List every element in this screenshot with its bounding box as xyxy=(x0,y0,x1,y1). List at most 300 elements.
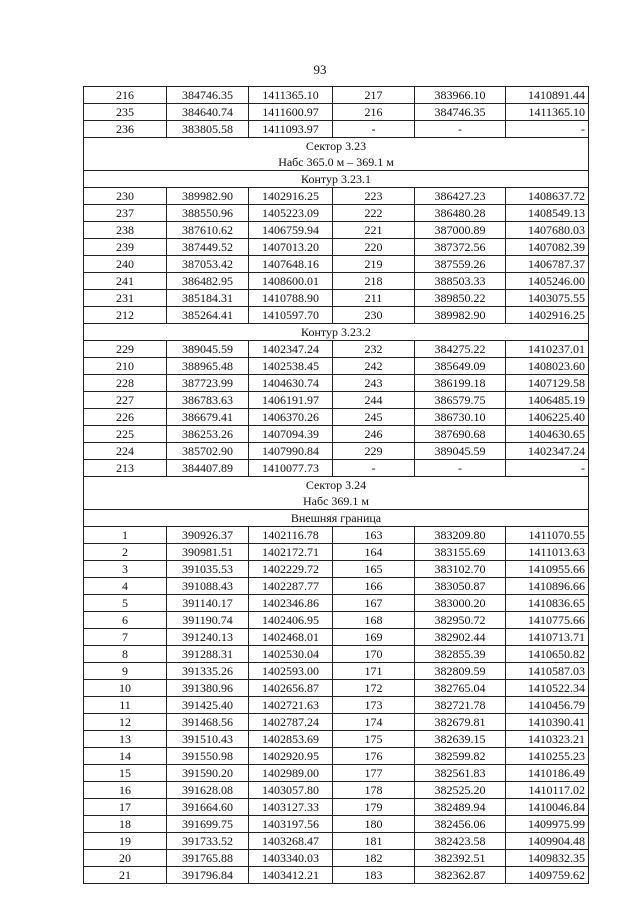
section-title: Контур 3.23.2 xyxy=(301,325,371,339)
y-coordinate-cell: 1402593.00 xyxy=(249,663,333,680)
y-coordinate-cell: 1402347.24 xyxy=(506,443,589,460)
point-number-cell: 10 xyxy=(84,680,167,697)
point-number-cell: 245 xyxy=(333,409,415,426)
y-coordinate-cell: 1409904.48 xyxy=(506,833,589,850)
table-row xyxy=(84,121,589,138)
y-coordinate-cell: 1403268.47 xyxy=(249,833,333,850)
point-number-cell: 216 xyxy=(84,87,167,104)
x-coordinate-cell: 389982.90 xyxy=(415,307,506,324)
point-number-cell: 166 xyxy=(333,578,415,595)
x-coordinate-cell: 391288.31 xyxy=(167,646,249,663)
point-number-cell: 18 xyxy=(84,816,167,833)
table-row xyxy=(84,188,589,205)
point-number-cell: 13 xyxy=(84,731,167,748)
x-coordinate-cell: 391796.84 xyxy=(167,867,249,884)
table-row xyxy=(84,205,589,222)
x-coordinate-cell: 382902.44 xyxy=(415,629,506,646)
point-number-cell: 16 xyxy=(84,782,167,799)
table-row xyxy=(84,87,589,104)
x-coordinate-cell: 386579.75 xyxy=(415,392,506,409)
x-coordinate-cell: 385649.09 xyxy=(415,358,506,375)
point-number-cell: 172 xyxy=(333,680,415,697)
section-header-cell xyxy=(84,477,589,510)
table-row xyxy=(84,544,589,561)
y-coordinate-cell: 1406485.19 xyxy=(506,392,589,409)
table-row xyxy=(84,850,589,867)
section-header-row xyxy=(84,171,589,188)
y-coordinate-cell: 1410650.82 xyxy=(506,646,589,663)
x-coordinate-cell: 389045.59 xyxy=(167,341,249,358)
point-number-cell: 174 xyxy=(333,714,415,731)
point-number-cell: 236 xyxy=(84,121,167,138)
table-row xyxy=(84,646,589,663)
x-coordinate-cell: 386427.23 xyxy=(415,188,506,205)
x-coordinate-cell: 387610.62 xyxy=(167,222,249,239)
section-title: Сектор 3.24 xyxy=(305,478,367,492)
table-row xyxy=(84,782,589,799)
x-coordinate-cell: 391140.17 xyxy=(167,595,249,612)
y-coordinate-cell: 1402916.25 xyxy=(506,307,589,324)
section-title: Внешняя граница xyxy=(290,511,382,525)
y-coordinate-cell: 1405223.09 xyxy=(249,205,333,222)
point-number-cell: 237 xyxy=(84,205,167,222)
table-row xyxy=(84,392,589,409)
section-header-row xyxy=(84,477,589,510)
x-coordinate-cell: 391733.52 xyxy=(167,833,249,850)
y-coordinate-cell: 1411093.97 xyxy=(249,121,333,138)
table-row xyxy=(84,612,589,629)
point-number-cell: 211 xyxy=(333,290,415,307)
point-number-cell: 175 xyxy=(333,731,415,748)
table-row xyxy=(84,239,589,256)
point-number-cell: 235 xyxy=(84,104,167,121)
point-number-cell: 240 xyxy=(84,256,167,273)
table-row xyxy=(84,731,589,748)
x-coordinate-cell: - xyxy=(415,121,506,138)
x-coordinate-cell: 387000.89 xyxy=(415,222,506,239)
x-coordinate-cell: 382423.58 xyxy=(415,833,506,850)
x-coordinate-cell: 389045.59 xyxy=(415,443,506,460)
point-number-cell: 181 xyxy=(333,833,415,850)
y-coordinate-cell: 1408549.13 xyxy=(506,205,589,222)
y-coordinate-cell: 1403127.33 xyxy=(249,799,333,816)
table-row xyxy=(84,426,589,443)
table-row xyxy=(84,697,589,714)
y-coordinate-cell: 1406191.97 xyxy=(249,392,333,409)
y-coordinate-cell: 1406370.26 xyxy=(249,409,333,426)
x-coordinate-cell: 383209.80 xyxy=(415,527,506,544)
point-number-cell: 6 xyxy=(84,612,167,629)
x-coordinate-cell: 386253.26 xyxy=(167,426,249,443)
point-number-cell: 12 xyxy=(84,714,167,731)
y-coordinate-cell: 1403412.21 xyxy=(249,867,333,884)
point-number-cell: 180 xyxy=(333,816,415,833)
x-coordinate-cell: 382362.87 xyxy=(415,867,506,884)
point-number-cell: 241 xyxy=(84,273,167,290)
point-number-cell: 17 xyxy=(84,799,167,816)
x-coordinate-cell: 391510.43 xyxy=(167,731,249,748)
y-coordinate-cell: 1410077.73 xyxy=(249,460,333,477)
y-coordinate-cell: 1403075.55 xyxy=(506,290,589,307)
point-number-cell: 242 xyxy=(333,358,415,375)
x-coordinate-cell: 388965.48 xyxy=(167,358,249,375)
y-coordinate-cell: 1407094.39 xyxy=(249,426,333,443)
x-coordinate-cell: 389982.90 xyxy=(167,188,249,205)
y-coordinate-cell: 1402920.95 xyxy=(249,748,333,765)
point-number-cell: 14 xyxy=(84,748,167,765)
x-coordinate-cell: 384746.35 xyxy=(167,87,249,104)
y-coordinate-cell: 1402229.72 xyxy=(249,561,333,578)
y-coordinate-cell: 1410255.23 xyxy=(506,748,589,765)
x-coordinate-cell: 391550.98 xyxy=(167,748,249,765)
x-coordinate-cell: 391590.20 xyxy=(167,765,249,782)
y-coordinate-cell: 1406787.37 xyxy=(506,256,589,273)
x-coordinate-cell: 391380.96 xyxy=(167,680,249,697)
section-title: Сектор 3.23 xyxy=(305,139,367,153)
x-coordinate-cell: 383102.70 xyxy=(415,561,506,578)
y-coordinate-cell: 1407680.03 xyxy=(506,222,589,239)
x-coordinate-cell: - xyxy=(415,460,506,477)
point-number-cell: 229 xyxy=(333,443,415,460)
point-number-cell: 230 xyxy=(84,188,167,205)
point-number-cell: 218 xyxy=(333,273,415,290)
y-coordinate-cell: 1410713.71 xyxy=(506,629,589,646)
point-number-cell: 226 xyxy=(84,409,167,426)
x-coordinate-cell: 385184.31 xyxy=(167,290,249,307)
x-coordinate-cell: 384407.89 xyxy=(167,460,249,477)
x-coordinate-cell: 391628.08 xyxy=(167,782,249,799)
y-coordinate-cell: 1405246.00 xyxy=(506,273,589,290)
point-number-cell: 164 xyxy=(333,544,415,561)
y-coordinate-cell: 1402916.25 xyxy=(249,188,333,205)
point-number-cell: 177 xyxy=(333,765,415,782)
y-coordinate-cell: 1402346.86 xyxy=(249,595,333,612)
point-number-cell: 221 xyxy=(333,222,415,239)
y-coordinate-cell: - xyxy=(506,460,589,477)
y-coordinate-cell: 1407129.58 xyxy=(506,375,589,392)
point-number-cell: 176 xyxy=(333,748,415,765)
x-coordinate-cell: 382561.83 xyxy=(415,765,506,782)
x-coordinate-cell: 382679.81 xyxy=(415,714,506,731)
x-coordinate-cell: 389850.22 xyxy=(415,290,506,307)
y-coordinate-cell: 1402989.00 xyxy=(249,765,333,782)
y-coordinate-cell: 1402656.87 xyxy=(249,680,333,697)
table-row xyxy=(84,307,589,324)
y-coordinate-cell: 1402787.24 xyxy=(249,714,333,731)
x-coordinate-cell: 391468.56 xyxy=(167,714,249,731)
x-coordinate-cell: 383155.69 xyxy=(415,544,506,561)
x-coordinate-cell: 387053.42 xyxy=(167,256,249,273)
x-coordinate-cell: 384640.74 xyxy=(167,104,249,121)
y-coordinate-cell: 1406759.94 xyxy=(249,222,333,239)
point-number-cell: 163 xyxy=(333,527,415,544)
point-number-cell: 168 xyxy=(333,612,415,629)
x-coordinate-cell: 391088.43 xyxy=(167,578,249,595)
y-coordinate-cell: 1410891.44 xyxy=(506,87,589,104)
point-number-cell: 167 xyxy=(333,595,415,612)
point-number-cell: 11 xyxy=(84,697,167,714)
y-coordinate-cell: 1402347.24 xyxy=(249,341,333,358)
table-row xyxy=(84,561,589,578)
table-row xyxy=(84,595,589,612)
point-number-cell: 171 xyxy=(333,663,415,680)
section-title: Контур 3.23.1 xyxy=(301,172,371,186)
point-number-cell: 225 xyxy=(84,426,167,443)
point-number-cell: 165 xyxy=(333,561,415,578)
table-row xyxy=(84,358,589,375)
y-coordinate-cell: 1402172.71 xyxy=(249,544,333,561)
section-header-cell xyxy=(84,138,589,171)
y-coordinate-cell: 1410788.90 xyxy=(249,290,333,307)
point-number-cell: 232 xyxy=(333,341,415,358)
table-row xyxy=(84,290,589,307)
y-coordinate-cell: 1410237.01 xyxy=(506,341,589,358)
y-coordinate-cell: 1410390.41 xyxy=(506,714,589,731)
y-coordinate-cell: 1410597.70 xyxy=(249,307,333,324)
point-number-cell: 173 xyxy=(333,697,415,714)
y-coordinate-cell: 1409759.62 xyxy=(506,867,589,884)
y-coordinate-cell: 1402538.45 xyxy=(249,358,333,375)
x-coordinate-cell: 386730.10 xyxy=(415,409,506,426)
table-row xyxy=(84,833,589,850)
y-coordinate-cell: 1410117.02 xyxy=(506,782,589,799)
point-number-cell: 239 xyxy=(84,239,167,256)
x-coordinate-cell: 382392.51 xyxy=(415,850,506,867)
point-number-cell: 230 xyxy=(333,307,415,324)
table-row xyxy=(84,527,589,544)
point-number-cell: 223 xyxy=(333,188,415,205)
point-number-cell: 228 xyxy=(84,375,167,392)
point-number-cell: 210 xyxy=(84,358,167,375)
point-number-cell: 179 xyxy=(333,799,415,816)
section-title: Набс 365.0 м – 369.1 м xyxy=(278,155,394,169)
point-number-cell: 216 xyxy=(333,104,415,121)
point-number-cell: 5 xyxy=(84,595,167,612)
y-coordinate-cell: 1409975.99 xyxy=(506,816,589,833)
table-row xyxy=(84,799,589,816)
point-number-cell: 231 xyxy=(84,290,167,307)
y-coordinate-cell: 1407082.39 xyxy=(506,239,589,256)
y-coordinate-cell: 1410587.03 xyxy=(506,663,589,680)
point-number-cell: 169 xyxy=(333,629,415,646)
section-title: Набс 369.1 м xyxy=(302,494,370,508)
point-number-cell: 20 xyxy=(84,850,167,867)
x-coordinate-cell: 383000.20 xyxy=(415,595,506,612)
x-coordinate-cell: 384746.35 xyxy=(415,104,506,121)
table-row xyxy=(84,273,589,290)
table-row xyxy=(84,375,589,392)
x-coordinate-cell: 391765.88 xyxy=(167,850,249,867)
x-coordinate-cell: 391664.60 xyxy=(167,799,249,816)
x-coordinate-cell: 386482.95 xyxy=(167,273,249,290)
point-number-cell: 19 xyxy=(84,833,167,850)
y-coordinate-cell: 1410046.84 xyxy=(506,799,589,816)
x-coordinate-cell: 388503.33 xyxy=(415,273,506,290)
table-row xyxy=(84,104,589,121)
y-coordinate-cell: 1410522.34 xyxy=(506,680,589,697)
section-header-cell xyxy=(84,510,589,527)
table-row xyxy=(84,714,589,731)
x-coordinate-cell: 387449.52 xyxy=(167,239,249,256)
point-number-cell: 21 xyxy=(84,867,167,884)
table-row xyxy=(84,256,589,273)
table-row xyxy=(84,765,589,782)
table-row xyxy=(84,460,589,477)
x-coordinate-cell: 384275.22 xyxy=(415,341,506,358)
x-coordinate-cell: 382639.15 xyxy=(415,731,506,748)
point-number-cell: 243 xyxy=(333,375,415,392)
table-row xyxy=(84,680,589,697)
x-coordinate-cell: 387690.68 xyxy=(415,426,506,443)
y-coordinate-cell: 1402853.69 xyxy=(249,731,333,748)
section-header-row xyxy=(84,138,589,171)
section-header-row xyxy=(84,324,589,341)
point-number-cell: 229 xyxy=(84,341,167,358)
x-coordinate-cell: 391425.40 xyxy=(167,697,249,714)
coordinates-table xyxy=(83,86,589,884)
x-coordinate-cell: 391190.74 xyxy=(167,612,249,629)
x-coordinate-cell: 387559.26 xyxy=(415,256,506,273)
y-coordinate-cell: 1402530.04 xyxy=(249,646,333,663)
x-coordinate-cell: 382489.94 xyxy=(415,799,506,816)
section-header-row xyxy=(84,510,589,527)
point-number-cell: 183 xyxy=(333,867,415,884)
point-number-cell: 8 xyxy=(84,646,167,663)
y-coordinate-cell: 1409832.35 xyxy=(506,850,589,867)
section-header-cell xyxy=(84,171,589,188)
y-coordinate-cell: 1410186.49 xyxy=(506,765,589,782)
point-number-cell: 227 xyxy=(84,392,167,409)
y-coordinate-cell: 1411600.97 xyxy=(249,104,333,121)
y-coordinate-cell: 1408637.72 xyxy=(506,188,589,205)
x-coordinate-cell: 382525.20 xyxy=(415,782,506,799)
point-number-cell: - xyxy=(333,121,415,138)
coordinates-table-body xyxy=(84,87,589,884)
y-coordinate-cell: 1403057.80 xyxy=(249,782,333,799)
y-coordinate-cell: 1402721.63 xyxy=(249,697,333,714)
point-number-cell: 170 xyxy=(333,646,415,663)
point-number-cell: 9 xyxy=(84,663,167,680)
y-coordinate-cell: 1411365.10 xyxy=(249,87,333,104)
point-number-cell: 217 xyxy=(333,87,415,104)
section-header-cell xyxy=(84,324,589,341)
point-number-cell: 224 xyxy=(84,443,167,460)
x-coordinate-cell: 390926.37 xyxy=(167,527,249,544)
y-coordinate-cell: 1411070.55 xyxy=(506,527,589,544)
y-coordinate-cell: 1402287.77 xyxy=(249,578,333,595)
point-number-cell: 182 xyxy=(333,850,415,867)
x-coordinate-cell: 388550.96 xyxy=(167,205,249,222)
y-coordinate-cell: 1411365.10 xyxy=(506,104,589,121)
y-coordinate-cell: 1402468.01 xyxy=(249,629,333,646)
x-coordinate-cell: 386480.28 xyxy=(415,205,506,222)
y-coordinate-cell: 1410955.66 xyxy=(506,561,589,578)
point-number-cell: 3 xyxy=(84,561,167,578)
x-coordinate-cell: 387372.56 xyxy=(415,239,506,256)
x-coordinate-cell: 382809.59 xyxy=(415,663,506,680)
y-coordinate-cell: 1407013.20 xyxy=(249,239,333,256)
y-coordinate-cell: 1403197.56 xyxy=(249,816,333,833)
x-coordinate-cell: 382721.78 xyxy=(415,697,506,714)
y-coordinate-cell: 1402116.78 xyxy=(249,527,333,544)
point-number-cell: 2 xyxy=(84,544,167,561)
table-row xyxy=(84,443,589,460)
point-number-cell: 244 xyxy=(333,392,415,409)
x-coordinate-cell: 382599.82 xyxy=(415,748,506,765)
x-coordinate-cell: 385702.90 xyxy=(167,443,249,460)
point-number-cell: 4 xyxy=(84,578,167,595)
y-coordinate-cell: 1410836.65 xyxy=(506,595,589,612)
y-coordinate-cell: 1402406.95 xyxy=(249,612,333,629)
x-coordinate-cell: 382765.04 xyxy=(415,680,506,697)
x-coordinate-cell: 391240.13 xyxy=(167,629,249,646)
y-coordinate-cell: 1410775.66 xyxy=(506,612,589,629)
point-number-cell: 1 xyxy=(84,527,167,544)
x-coordinate-cell: 383050.87 xyxy=(415,578,506,595)
x-coordinate-cell: 386199.18 xyxy=(415,375,506,392)
table-row xyxy=(84,663,589,680)
point-number-cell: - xyxy=(333,460,415,477)
table-row xyxy=(84,222,589,239)
x-coordinate-cell: 390981.51 xyxy=(167,544,249,561)
y-coordinate-cell: 1406225.40 xyxy=(506,409,589,426)
y-coordinate-cell: 1410323.21 xyxy=(506,731,589,748)
x-coordinate-cell: 382855.39 xyxy=(415,646,506,663)
point-number-cell: 178 xyxy=(333,782,415,799)
table-row xyxy=(84,341,589,358)
y-coordinate-cell: 1403340.03 xyxy=(249,850,333,867)
y-coordinate-cell: 1410896.66 xyxy=(506,578,589,595)
y-coordinate-cell: 1404630.74 xyxy=(249,375,333,392)
point-number-cell: 246 xyxy=(333,426,415,443)
x-coordinate-cell: 386783.63 xyxy=(167,392,249,409)
y-coordinate-cell: 1408023.60 xyxy=(506,358,589,375)
x-coordinate-cell: 385264.41 xyxy=(167,307,249,324)
table-row xyxy=(84,409,589,426)
point-number-cell: 212 xyxy=(84,307,167,324)
table-row xyxy=(84,629,589,646)
x-coordinate-cell: 391699.75 xyxy=(167,816,249,833)
x-coordinate-cell: 382456.06 xyxy=(415,816,506,833)
x-coordinate-cell: 391035.53 xyxy=(167,561,249,578)
x-coordinate-cell: 391335.26 xyxy=(167,663,249,680)
x-coordinate-cell: 382950.72 xyxy=(415,612,506,629)
y-coordinate-cell: 1408600.01 xyxy=(249,273,333,290)
table-row xyxy=(84,867,589,884)
page-number: 93 xyxy=(313,62,327,77)
table-row xyxy=(84,748,589,765)
x-coordinate-cell: 383805.58 xyxy=(167,121,249,138)
x-coordinate-cell: 383966.10 xyxy=(415,87,506,104)
point-number-cell: 213 xyxy=(84,460,167,477)
point-number-cell: 219 xyxy=(333,256,415,273)
y-coordinate-cell: 1407648.16 xyxy=(249,256,333,273)
point-number-cell: 222 xyxy=(333,205,415,222)
table-row xyxy=(84,816,589,833)
point-number-cell: 15 xyxy=(84,765,167,782)
y-coordinate-cell: 1411013.63 xyxy=(506,544,589,561)
point-number-cell: 220 xyxy=(333,239,415,256)
x-coordinate-cell: 386679.41 xyxy=(167,409,249,426)
point-number-cell: 7 xyxy=(84,629,167,646)
point-number-cell: 238 xyxy=(84,222,167,239)
table-row xyxy=(84,578,589,595)
y-coordinate-cell: 1404630.65 xyxy=(506,426,589,443)
x-coordinate-cell: 387723.99 xyxy=(167,375,249,392)
y-coordinate-cell: - xyxy=(506,121,589,138)
y-coordinate-cell: 1407990.84 xyxy=(249,443,333,460)
y-coordinate-cell: 1410456.79 xyxy=(506,697,589,714)
